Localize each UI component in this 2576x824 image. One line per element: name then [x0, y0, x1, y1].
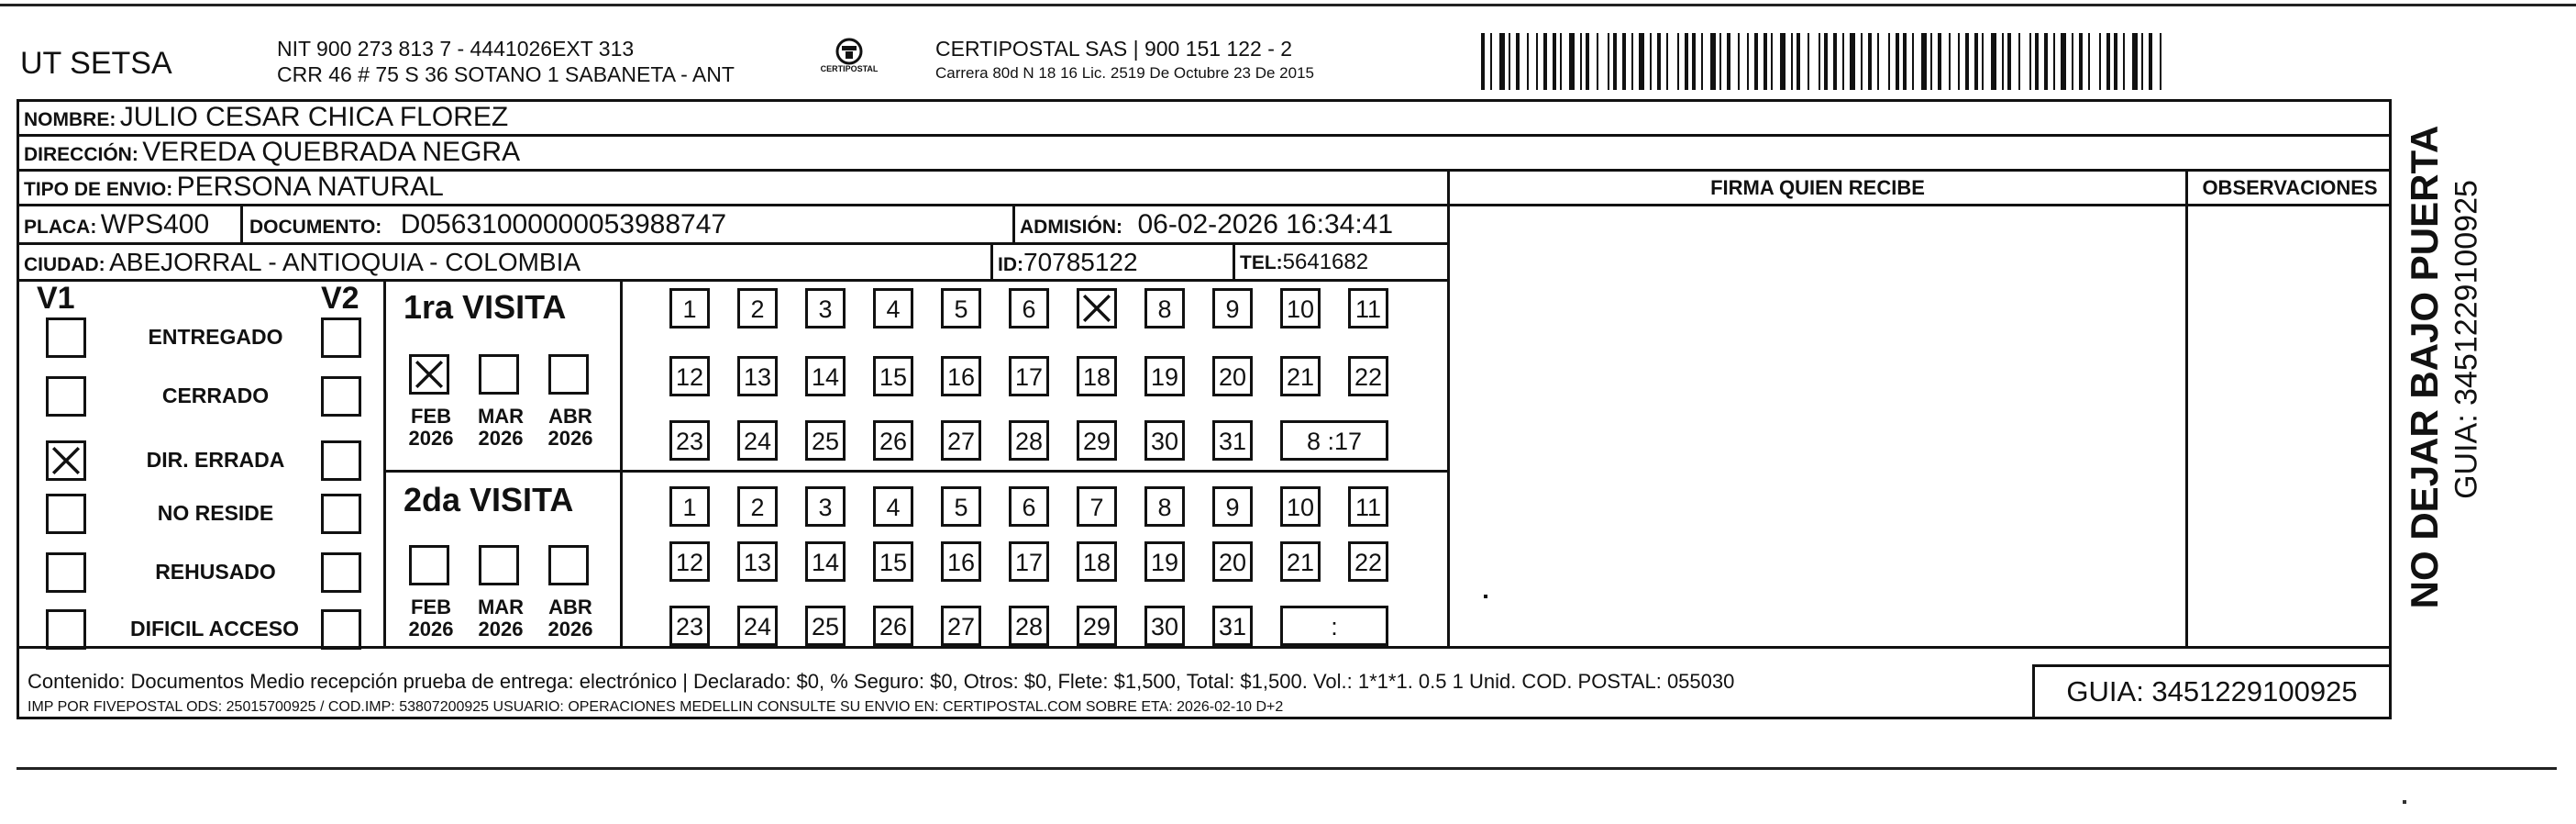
first-visit-day[interactable]: 26 — [873, 420, 913, 461]
guia-box: GUIA: 3451229100925 — [2032, 664, 2392, 719]
footer-divider — [17, 646, 2392, 649]
v2-checkbox-6[interactable] — [321, 609, 361, 650]
first-visit-day[interactable]: 3 — [805, 288, 846, 328]
first-visit-day[interactable]: 2 — [737, 288, 778, 328]
first-visit-day[interactable]: 10 — [1280, 288, 1321, 328]
stray-mark — [2403, 800, 2406, 804]
id-cell — [998, 248, 1138, 277]
month-year: 2026 — [408, 618, 454, 640]
column-divider — [1447, 169, 1450, 646]
first-visit-day[interactable]: 29 — [1077, 420, 1117, 461]
second-visit-day[interactable]: 1 — [669, 486, 710, 527]
name-row — [24, 102, 508, 133]
second-visit-day[interactable]: 24 — [737, 606, 778, 646]
second-visit-day[interactable]: 16 — [941, 541, 981, 582]
first-visit-day[interactable]: 17 — [1009, 356, 1049, 396]
imp-line: IMP POR FIVEPOSTAL ODS: 25015700925 / COD.IMP: 53807200925 USUARIO: OPERACIONES MEDELLIN CONSULTE SU ENVIO EN: CERTIPOSTAL.COM SOBRE ETA: 2026-02-10 D+2 — [28, 699, 1284, 715]
v1-checkbox-1[interactable] — [46, 317, 86, 358]
second-visit-time[interactable]: : — [1280, 606, 1388, 646]
second-visit-day[interactable]: 13 — [737, 541, 778, 582]
doc-label: DOCUMENTO: — [249, 217, 382, 238]
id-label: ID: — [998, 254, 1023, 275]
month-label: FEB — [411, 596, 451, 618]
month-year: 2026 — [547, 618, 593, 640]
admission-cell — [1020, 209, 1393, 240]
second-visit-month-abr[interactable] — [548, 545, 589, 585]
first-visit-day[interactable]: 24 — [737, 420, 778, 461]
second-visit-day[interactable]: 5 — [941, 486, 981, 527]
status-label: NO RESIDE — [157, 501, 274, 525]
month-label: MAR — [477, 596, 525, 618]
second-visit-month-mar[interactable] — [479, 545, 519, 585]
plate-label: PLACA: — [24, 217, 97, 238]
second-visit-day[interactable]: 6 — [1009, 486, 1049, 527]
address-line: CRR 46 # 75 S 36 SOTANO 1 SABANETA - ANT — [277, 62, 735, 86]
cell-divider — [1233, 245, 1235, 279]
second-visit-day[interactable]: 4 — [873, 486, 913, 527]
v1-checkbox-6[interactable] — [46, 609, 86, 650]
first-visit-day[interactable]: 9 — [1212, 288, 1253, 328]
second-visit-day[interactable]: 20 — [1212, 541, 1253, 582]
month-year: 2026 — [408, 427, 454, 450]
second-visit-day[interactable]: 25 — [805, 606, 846, 646]
v1-checkbox-5[interactable] — [46, 552, 86, 593]
first-visit-day[interactable]: 13 — [737, 356, 778, 396]
first-visit-time[interactable]: 8 :17 — [1280, 420, 1388, 461]
first-visit-day[interactable]: 16 — [941, 356, 981, 396]
v1-checkbox-4[interactable] — [46, 494, 86, 534]
visit-border — [620, 279, 623, 646]
type-value: PERSONA NATURAL — [176, 172, 444, 202]
v2-checkbox-4[interactable] — [321, 494, 361, 534]
second-visit-day[interactable]: 21 — [1280, 541, 1321, 582]
row-divider — [17, 204, 1447, 206]
second-visit-day[interactable]: 27 — [941, 606, 981, 646]
observations-header: OBSERVACIONES — [2202, 176, 2378, 199]
logo-text: CERTIPOSTAL — [820, 64, 879, 73]
admission-label: ADMISIÓN: — [1020, 217, 1122, 238]
first-visit-day[interactable] — [1077, 288, 1117, 328]
month-label: MAR — [477, 405, 525, 428]
city-cell — [24, 248, 580, 277]
second-visit-day[interactable]: 14 — [805, 541, 846, 582]
address-value: VEREDA QUEBRADA NEGRA — [142, 137, 521, 167]
first-visit-month-mar[interactable] — [479, 354, 519, 395]
address-label: DIRECCIÓN: — [24, 144, 138, 165]
plate-value: WPS400 — [100, 209, 210, 239]
second-visit-day[interactable]: 12 — [669, 541, 710, 582]
second-visit-day[interactable]: 2 — [737, 486, 778, 527]
type-label: TIPO DE ENVIO: — [24, 179, 173, 200]
first-visit-day[interactable]: 14 — [805, 356, 846, 396]
first-visit-day[interactable]: 15 — [873, 356, 913, 396]
second-visit-day[interactable]: 7 — [1077, 486, 1117, 527]
first-visit-title: 1ra VISITA — [404, 288, 567, 326]
first-visit-day[interactable]: 18 — [1077, 356, 1117, 396]
second-visit-month-feb[interactable] — [409, 545, 449, 585]
v2-checkbox-3[interactable] — [321, 440, 361, 481]
first-visit-month-abr[interactable] — [548, 354, 589, 395]
first-visit-day[interactable]: 1 — [669, 288, 710, 328]
row-divider — [1447, 204, 2392, 206]
first-visit-month-feb[interactable] — [409, 354, 449, 395]
tel-cell — [1240, 250, 1368, 275]
city-label: CIUDAD: — [24, 254, 105, 275]
second-visit-day[interactable]: 30 — [1144, 606, 1185, 646]
first-visit-day[interactable]: 27 — [941, 420, 981, 461]
city-value: ABEJORRAL - ANTIOQUIA - COLOMBIA — [109, 248, 581, 276]
second-visit-day[interactable]: 18 — [1077, 541, 1117, 582]
v1-label: V1 — [37, 281, 75, 316]
status-label: CERRADO — [161, 384, 270, 407]
second-visit-day[interactable]: 29 — [1077, 606, 1117, 646]
status-label: DIR. ERRADA — [146, 448, 285, 472]
first-visit-day[interactable]: 25 — [805, 420, 846, 461]
second-visit-day[interactable]: 9 — [1212, 486, 1253, 527]
stray-mark — [1484, 595, 1487, 598]
status-label: REHUSADO — [155, 560, 276, 584]
second-visit-day[interactable]: 31 — [1212, 606, 1253, 646]
side-warning: NO DEJAR BAJO PUERTA — [2403, 125, 2446, 609]
admission-value: 06-02-2026 16:34:41 — [1137, 209, 1394, 239]
certipostal-logo — [813, 35, 886, 90]
row-divider — [17, 279, 1447, 282]
first-visit-day[interactable]: 21 — [1280, 356, 1321, 396]
first-visit-day[interactable]: 28 — [1009, 420, 1049, 461]
doc-cell — [249, 209, 726, 240]
first-visit-day[interactable]: 20 — [1212, 356, 1253, 396]
second-visit-day[interactable]: 17 — [1009, 541, 1049, 582]
v2-checkbox-1[interactable] — [321, 317, 361, 358]
first-visit-day[interactable]: 8 — [1144, 288, 1185, 328]
first-visit-day[interactable]: 31 — [1212, 420, 1253, 461]
first-visit-day[interactable]: 30 — [1144, 420, 1185, 461]
first-visit-day[interactable]: 6 — [1009, 288, 1049, 328]
id-value: 70785122 — [1023, 248, 1138, 276]
month-label: ABR — [548, 405, 592, 428]
cell-divider — [240, 206, 243, 242]
first-visit-day[interactable]: 5 — [941, 288, 981, 328]
v1-checkbox-2[interactable] — [46, 376, 86, 417]
visit-divider — [383, 470, 1447, 473]
month-label: FEB — [411, 405, 451, 428]
column-divider — [2185, 169, 2188, 646]
second-visit-day[interactable]: 15 — [873, 541, 913, 582]
type-row — [24, 172, 444, 203]
second-visit-day[interactable]: 26 — [873, 606, 913, 646]
first-visit-day[interactable]: 12 — [669, 356, 710, 396]
cell-divider — [990, 245, 993, 279]
top-edge — [0, 4, 2576, 6]
signature-header: FIRMA QUIEN RECIBE — [1710, 176, 1925, 199]
address-row — [24, 137, 520, 168]
carrier-line: CERTIPOSTAL SAS | 900 151 122 - 2 — [935, 37, 1293, 61]
content-line: Contenido: Documentos Medio recepción prueba de entrega: electrónico | Declarado: $0, % Seguro: $0, Otros: $0, Flete: $1,500, Total: $1,500. Vol.: 1*1*1. 0.5 1 Unid. COD. POSTAL: 055030 — [28, 670, 1735, 693]
second-visit-day[interactable]: 11 — [1348, 486, 1388, 527]
bottom-edge — [17, 767, 2557, 770]
name-label: NOMBRE: — [24, 109, 116, 130]
first-visit-day[interactable]: 11 — [1348, 288, 1388, 328]
company-name: UT SETSA — [20, 46, 172, 81]
visit-border — [383, 279, 386, 646]
second-visit-day[interactable]: 10 — [1280, 486, 1321, 527]
month-year: 2026 — [478, 427, 524, 450]
month-year: 2026 — [478, 618, 524, 640]
second-visit-day[interactable]: 3 — [805, 486, 846, 527]
first-visit-day[interactable]: 19 — [1144, 356, 1185, 396]
second-visit-day[interactable]: 22 — [1348, 541, 1388, 582]
v1-checkbox-3[interactable] — [46, 440, 86, 481]
carrier-license: Carrera 80d N 18 16 Lic. 2519 De Octubre 23 De 2015 — [935, 64, 1314, 82]
second-visit-day[interactable]: 19 — [1144, 541, 1185, 582]
barcode — [1481, 33, 2174, 90]
second-visit-title: 2da VISITA — [404, 481, 574, 518]
v2-checkbox-5[interactable] — [321, 552, 361, 593]
doc-value: D05631000000053988747 — [400, 209, 727, 239]
first-visit-day[interactable]: 22 — [1348, 356, 1388, 396]
second-visit-day[interactable]: 8 — [1144, 486, 1185, 527]
tel-label: TEL: — [1240, 252, 1283, 273]
name-value: JULIO CESAR CHICA FLOREZ — [119, 102, 509, 132]
month-label: ABR — [548, 596, 592, 618]
cell-divider — [1012, 206, 1015, 242]
side-guia: GUIA: 3451229100925 — [2449, 180, 2484, 499]
nit-line: NIT 900 273 813 7 - 4441026EXT 313 — [277, 37, 635, 61]
second-visit-day[interactable]: 23 — [669, 606, 710, 646]
first-visit-day[interactable]: 23 — [669, 420, 710, 461]
v2-checkbox-2[interactable] — [321, 376, 361, 417]
v2-label: V2 — [321, 281, 359, 316]
second-visit-day[interactable]: 28 — [1009, 606, 1049, 646]
status-label: DIFICIL ACCESO — [129, 617, 299, 640]
first-visit-day[interactable]: 4 — [873, 288, 913, 328]
tel-value: 5641682 — [1282, 250, 1369, 274]
month-year: 2026 — [547, 427, 593, 450]
plate-cell — [24, 209, 209, 240]
status-label: ENTREGADO — [148, 325, 283, 349]
